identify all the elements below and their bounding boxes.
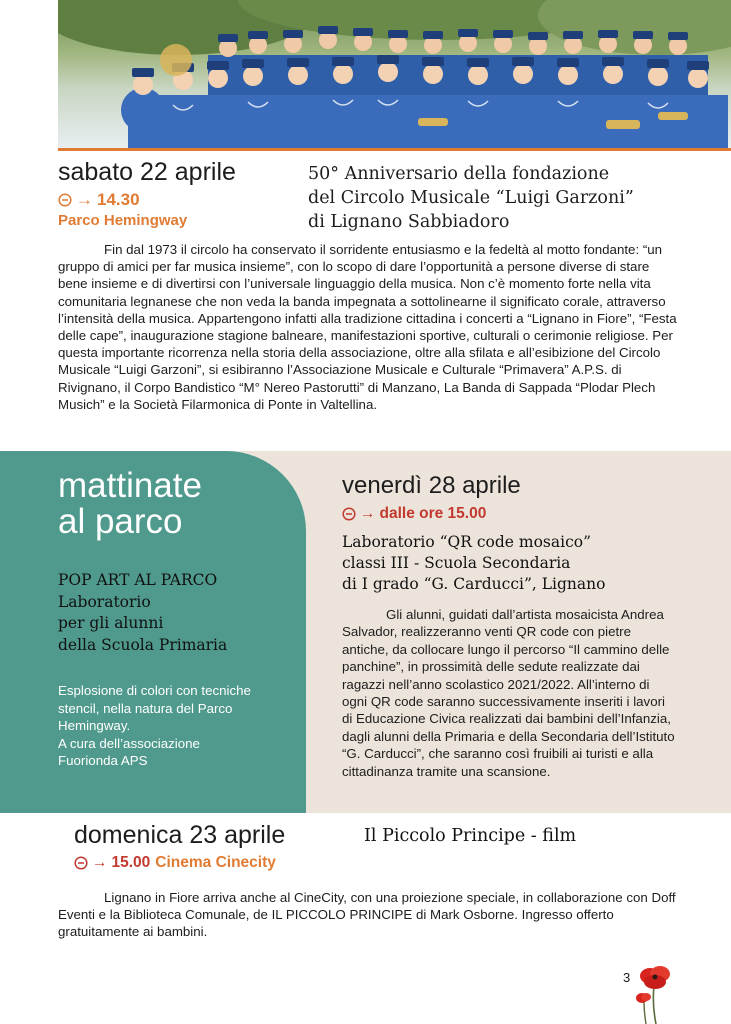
arrow-right-icon: → <box>92 854 108 871</box>
mattinate-description-line: Fuorionda APS <box>58 753 148 768</box>
event-1-title-line: di Lignano Sabbiadoro <box>308 212 510 232</box>
mattinate-subtitle-line: per gli alunni <box>58 614 164 632</box>
poppy-flower-icon <box>632 964 674 1024</box>
band-illustration <box>58 0 731 148</box>
event-1-place: Parco Hemingway <box>58 212 188 229</box>
event-3-place: Cinema Cinecity <box>155 854 276 871</box>
mattinate-description-line: A cura dell’associazione <box>58 735 200 751</box>
event-3-body-wrap <box>58 889 678 941</box>
event-2-date: venerdì 28 aprile <box>342 472 521 499</box>
mattinate-heading-line: mattinate <box>58 466 202 505</box>
band-photo <box>58 0 731 148</box>
page-number: 3 <box>623 970 631 985</box>
event-2-body: Gli alunni, guidati dall’artista mosaicista Andrea Salvador, realizzeranno venti QR code con pietre antiche, da collocare lungo il percorso “Il cammino delle panchine”, in prossimità delle sedute realizzate dai ragazzi nell’anno scolastico 2021/2022. All’interno di ogni QR code saranno successivamente inseriti i lavori di Educazione Civica realizzati dai bambini dell’Infanzia, dagli alunni della Primaria e della Secondaria dell’Istituto “G. Carducci”, che saranno così fruibili ai turisti e alla cittadinanza tramite una scansione. <box>342 607 675 779</box>
event-1-date: sabato 22 aprile <box>58 158 236 186</box>
event-2-title-line: classi III - Scuola Secondaria <box>342 554 571 572</box>
event-2-time-row <box>342 505 486 523</box>
event-1-time: 14.30 <box>97 190 140 209</box>
event-1-body-wrap <box>58 241 678 413</box>
event-3-date: domenica 23 aprile <box>74 821 286 849</box>
photo-divider <box>58 148 731 151</box>
mattinate-subtitle-line: POP ART AL PARCO <box>58 571 218 589</box>
event-1-title <box>308 162 718 234</box>
mattinate-description <box>58 682 298 770</box>
event-1-title-line: del Circolo Musicale “Luigi Garzoni” <box>308 188 634 208</box>
event-2-title-line: Laboratorio “QR code mosaico” <box>342 533 592 551</box>
clock-icon <box>58 193 72 207</box>
event-2-time: dalle ore 15.00 <box>379 505 487 522</box>
event-3-body: Lignano in Fiore arriva anche al CineCity, con una proiezione speciale, in collaborazione con Doff Eventi e la Biblioteca Comunale, de IL PICCOLO PRINCIPE di Mark Osborne. Ingresso offerto gratuitamente ai bambini. <box>58 890 676 940</box>
arrow-right-icon: → <box>360 505 376 522</box>
event-3-time: 15.00 <box>111 854 151 871</box>
event-1-body: Fin dal 1973 il circolo ha conservato il sorridente entusiasmo e la fedeltà al motto fondante: “un gruppo di amici per far musica insieme”, con lo scopo di dare l’opportunità a persone diverse di stare bene insieme e di divertirsi con l’universale linguaggio della musica. Non c’è momento forte nella vita comunitaria legnanese che non veda la banda impegnata a sottolinearne il significato corale, attraverso l’intensità della musica. Appartengono infatti alla tradizione cittadina i concerti a “Lignano in Fiore”, “Festa delle cape”, inaugurazione stagione balneare, manifestazioni sportive, culturali o cerimonie religiose. Per questa importante ricorrenza nella storia della associazione, oltre alla sfilata e all’esibizione del Circolo Musicale “Luigi Garzoni”, si esibiranno l’Associazione Musicale e Culturale “Primavera” A.P.S. di Rivignano, il Corpo Bandistico “M° Nereo Pastorutti” di Manzano, La Banda di Sappada “Plodar Plech Musich” e la Società Filarmonica di Ponte in Valtellina. <box>58 242 677 412</box>
mattinate-heading <box>58 468 202 540</box>
mattinate-subtitle <box>58 570 298 656</box>
event-2-body-wrap <box>342 606 677 780</box>
mattinate-description-line: Esplosione di colori con tecniche <box>58 683 251 698</box>
event-1-title-line: 50° Anniversario della fondazione <box>308 164 610 184</box>
event-2-title-line: di I grado “G. Carducci”, Lignano <box>342 575 606 593</box>
mattinate-subtitle-line: Laboratorio <box>58 592 151 611</box>
event-3-title: Il Piccolo Principe - film <box>364 826 577 846</box>
mattinate-description-line: Hemingway. <box>58 718 131 733</box>
event-1-time-row <box>58 190 140 210</box>
clock-icon <box>342 507 356 521</box>
event-3-time-row <box>74 854 276 872</box>
mattinate-subtitle-line: della Scuola Primaria <box>58 635 228 654</box>
mattinate-description-line: stencil, nella natura del Parco <box>58 700 233 716</box>
event-2-title <box>342 532 727 595</box>
arrow-right-icon: → <box>76 190 93 209</box>
clock-icon <box>74 856 88 870</box>
mattinate-heading-line: al parco <box>58 502 183 541</box>
